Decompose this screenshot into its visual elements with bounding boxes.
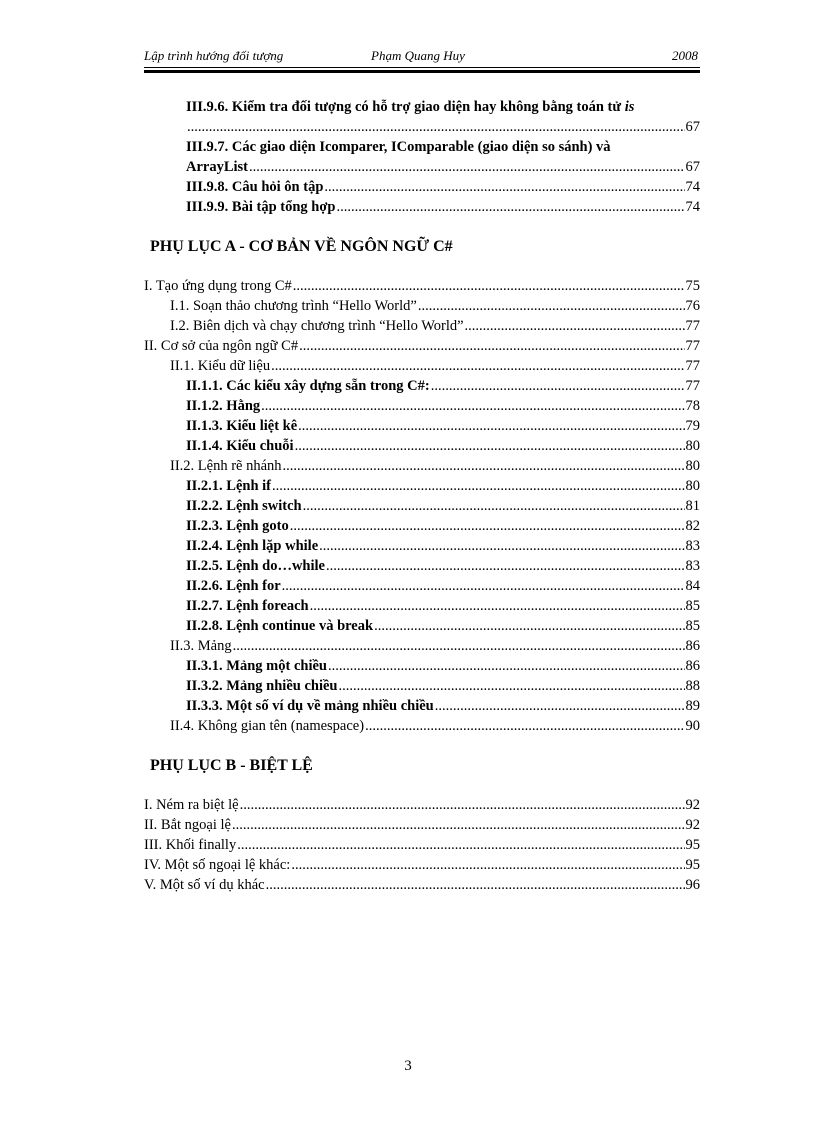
toc-entry[interactable] (0, 177, 816, 197)
toc-entry-wrap-line: III.9.7. Các giao diện Icomparer, IComparable (giao diện so sánh) và (186, 139, 611, 155)
toc-leader-dots (282, 576, 685, 596)
toc-leader-dots (232, 815, 685, 835)
toc-entry-page: 78 (685, 398, 700, 414)
toc-entry-title: II.2.4. Lệnh lặp while (186, 538, 319, 554)
toc-entry[interactable] (0, 716, 816, 736)
header-year: 2008 (672, 48, 698, 63)
toc-entry-page: 67 (685, 159, 700, 175)
toc-entry-title: II.1.3. Kiểu liệt kê (186, 418, 298, 434)
toc-entry-title: II.1.2. Hằng (186, 398, 261, 414)
toc-leader-dots (303, 496, 685, 516)
toc-leader-dots (374, 616, 684, 636)
toc-leader-dots (298, 416, 684, 436)
toc-entry-title: II. Cơ sở của ngôn ngữ C# (144, 338, 299, 354)
toc-entry-page: 92 (685, 817, 700, 833)
toc-leader-dots (187, 117, 685, 137)
toc-leader-dots (291, 855, 684, 875)
toc-entry[interactable] (0, 456, 816, 476)
toc-leader-dots (295, 436, 685, 456)
toc-entry-page: 89 (685, 698, 700, 714)
toc-entry[interactable] (0, 376, 816, 396)
toc-leader-dots (418, 296, 685, 316)
toc-entry-title: III.9.9. Bài tập tổng hợp (186, 199, 336, 215)
toc-entry[interactable] (0, 157, 816, 177)
toc-leader-dots (233, 636, 685, 656)
toc-entry[interactable] (0, 336, 816, 356)
toc-entry-title: II.1.4. Kiểu chuỗi (186, 438, 294, 454)
toc-entry-title: I.2. Biên dịch và chạy chương trình “Hello World” (170, 318, 464, 334)
toc-entry-title: II.2.1. Lệnh if (186, 478, 272, 494)
toc-leader-dots (299, 336, 684, 356)
toc-entry-page: 74 (685, 199, 700, 215)
toc-entry-title: II.3.2. Mảng nhiều chiều (186, 678, 338, 694)
toc-leader-dots (310, 596, 685, 616)
toc-leader-dots (240, 795, 685, 815)
toc-leader-dots (290, 516, 685, 536)
toc-entry-title: II.2.6. Lệnh for (186, 578, 281, 594)
toc-entry[interactable] (0, 656, 816, 676)
header-book-title: Lập trình hướng đối tượng (144, 48, 284, 63)
toc-entry-page: 95 (685, 857, 700, 873)
toc-entry[interactable] (0, 676, 816, 696)
toc-entry-page: 82 (685, 518, 700, 534)
toc-entry-title: II.3.1. Mảng một chiều (186, 658, 327, 674)
toc-entry-title: II.2.2. Lệnh switch (186, 498, 302, 514)
toc-entry-page: 77 (685, 358, 700, 374)
toc-entry-page: 80 (685, 478, 700, 494)
toc-entry-page: 92 (685, 797, 700, 813)
toc-entry[interactable] (0, 855, 816, 875)
toc-leader-dots (271, 356, 684, 376)
toc-entry-page: 77 (685, 338, 700, 354)
toc-leader-dots (249, 157, 684, 177)
toc-entry[interactable] (0, 576, 816, 596)
toc-entry-title: III. Khối finally (144, 837, 237, 853)
toc-entry-title: I.1. Soạn thảo chương trình “Hello World” (170, 298, 417, 314)
toc-leader-dots (293, 276, 685, 296)
toc-entry-page: 85 (685, 598, 700, 614)
toc-entry-title: II.1.1. Các kiểu xây dựng sẵn trong C#: (186, 378, 430, 394)
toc-entry[interactable] (0, 596, 816, 616)
toc-entry-page: 80 (685, 438, 700, 454)
toc-entry[interactable] (0, 516, 816, 536)
toc-entry[interactable] (0, 416, 816, 436)
toc-leader-dots (272, 476, 684, 496)
toc-entry[interactable] (0, 316, 816, 336)
toc-entry-title: II.1. Kiểu dữ liệu (170, 358, 271, 374)
toc-entry[interactable] (0, 356, 816, 376)
appendix-b-heading: PHỤ LỤC B - BIỆT LỆ (150, 757, 313, 774)
toc-leader-dots (261, 396, 684, 416)
toc-entry-title: I. Tạo ứng dụng trong C# (144, 278, 292, 294)
toc-entry[interactable] (0, 795, 816, 815)
toc-entry-page: 95 (685, 837, 700, 853)
toc-leader-dots (326, 556, 685, 576)
toc-entry-title: II.3. Mảng (170, 638, 232, 654)
page-number: 3 (404, 1058, 412, 1074)
toc-entry-page: 81 (685, 498, 700, 514)
toc-leader-dots (365, 716, 684, 736)
toc-entry-title: IV. Một số ngoại lệ khác: (144, 857, 291, 873)
toc-entry-page: 83 (685, 558, 700, 574)
toc-entry[interactable] (0, 296, 816, 316)
toc-entry-page: 80 (685, 458, 700, 474)
toc-leader-dots (435, 696, 685, 716)
toc-entry[interactable] (0, 616, 816, 636)
toc-entry-page: 86 (685, 638, 700, 654)
appendix-a-heading: PHỤ LỤC A - CƠ BẢN VỀ NGÔN NGỮ C# (150, 238, 453, 255)
toc-entry-page: 85 (685, 618, 700, 634)
toc-entry[interactable] (0, 276, 816, 296)
toc-entry-page: 96 (685, 877, 700, 893)
toc-entry-title: V. Một số ví dụ khác (144, 877, 265, 893)
toc-leader-dots (319, 536, 684, 556)
toc-leader-dots (431, 376, 685, 396)
toc-entry[interactable] (0, 556, 816, 576)
toc-entry-page: 83 (685, 538, 700, 554)
toc-leader-dots (266, 875, 685, 895)
toc-leader-dots (328, 656, 685, 676)
toc-entry-title: II.2.7. Lệnh foreach (186, 598, 309, 614)
toc-entry-page: 77 (685, 378, 700, 394)
toc-entry[interactable] (0, 835, 816, 855)
toc-entry[interactable] (0, 197, 816, 217)
toc-entry-title: III.9.8. Câu hỏi ôn tập (186, 179, 324, 195)
toc-leader-dots (336, 197, 684, 217)
toc-entry-title: II. Bắt ngoại lệ (144, 817, 231, 833)
toc-leader-dots (324, 177, 684, 197)
toc-entry-wrap-line: III.9.6. Kiểm tra đối tượng có hỗ trợ giao diện hay không bằng toán tử is (186, 99, 635, 115)
toc-entry-page: 84 (685, 578, 700, 594)
toc-entry-page: 77 (685, 318, 700, 334)
toc-leader-dots (237, 835, 684, 855)
toc-entry[interactable] (0, 815, 816, 835)
toc-entry-title: II.2.5. Lệnh do…while (186, 558, 325, 574)
toc-entry-page: 88 (685, 678, 700, 694)
toc-entry-page: 90 (685, 718, 700, 734)
toc-entry[interactable] (0, 476, 816, 496)
toc-entry-page: 74 (685, 179, 700, 195)
toc-entry-title: II.2. Lệnh rẽ nhánh (170, 458, 282, 474)
toc-leader-dots (338, 676, 684, 696)
header-author: Phạm Quang Huy (371, 48, 465, 63)
toc-entry[interactable] (0, 696, 816, 716)
toc-entry-page: 86 (685, 658, 700, 674)
toc-entry-page: 75 (685, 278, 700, 294)
toc-entry-title: ArrayList (186, 159, 249, 175)
toc-leader-dots (283, 456, 685, 476)
toc-entry[interactable] (0, 396, 816, 416)
toc-entry-page: 67 (685, 119, 700, 135)
toc-entry[interactable] (0, 436, 816, 456)
toc-entry-title: II.2.8. Lệnh continue và break (186, 618, 374, 634)
toc-entry-title: II.2.3. Lệnh goto (186, 518, 289, 534)
toc-entry-title: I. Ném ra biệt lệ (144, 797, 239, 813)
toc-entry-title: II.3.3. Một số ví dụ về mảng nhiều chiều (186, 698, 434, 714)
toc-leader-dots (465, 316, 685, 336)
toc-entry[interactable] (0, 536, 816, 556)
toc-entry[interactable] (0, 636, 816, 656)
toc-entry[interactable] (0, 496, 816, 516)
toc-entry[interactable] (0, 875, 816, 895)
toc-entry-title: II.4. Không gian tên (namespace) (170, 718, 365, 734)
toc-entry-page: 79 (685, 418, 700, 434)
toc-entry-page: 76 (685, 298, 700, 314)
toc-entry[interactable] (0, 117, 816, 137)
